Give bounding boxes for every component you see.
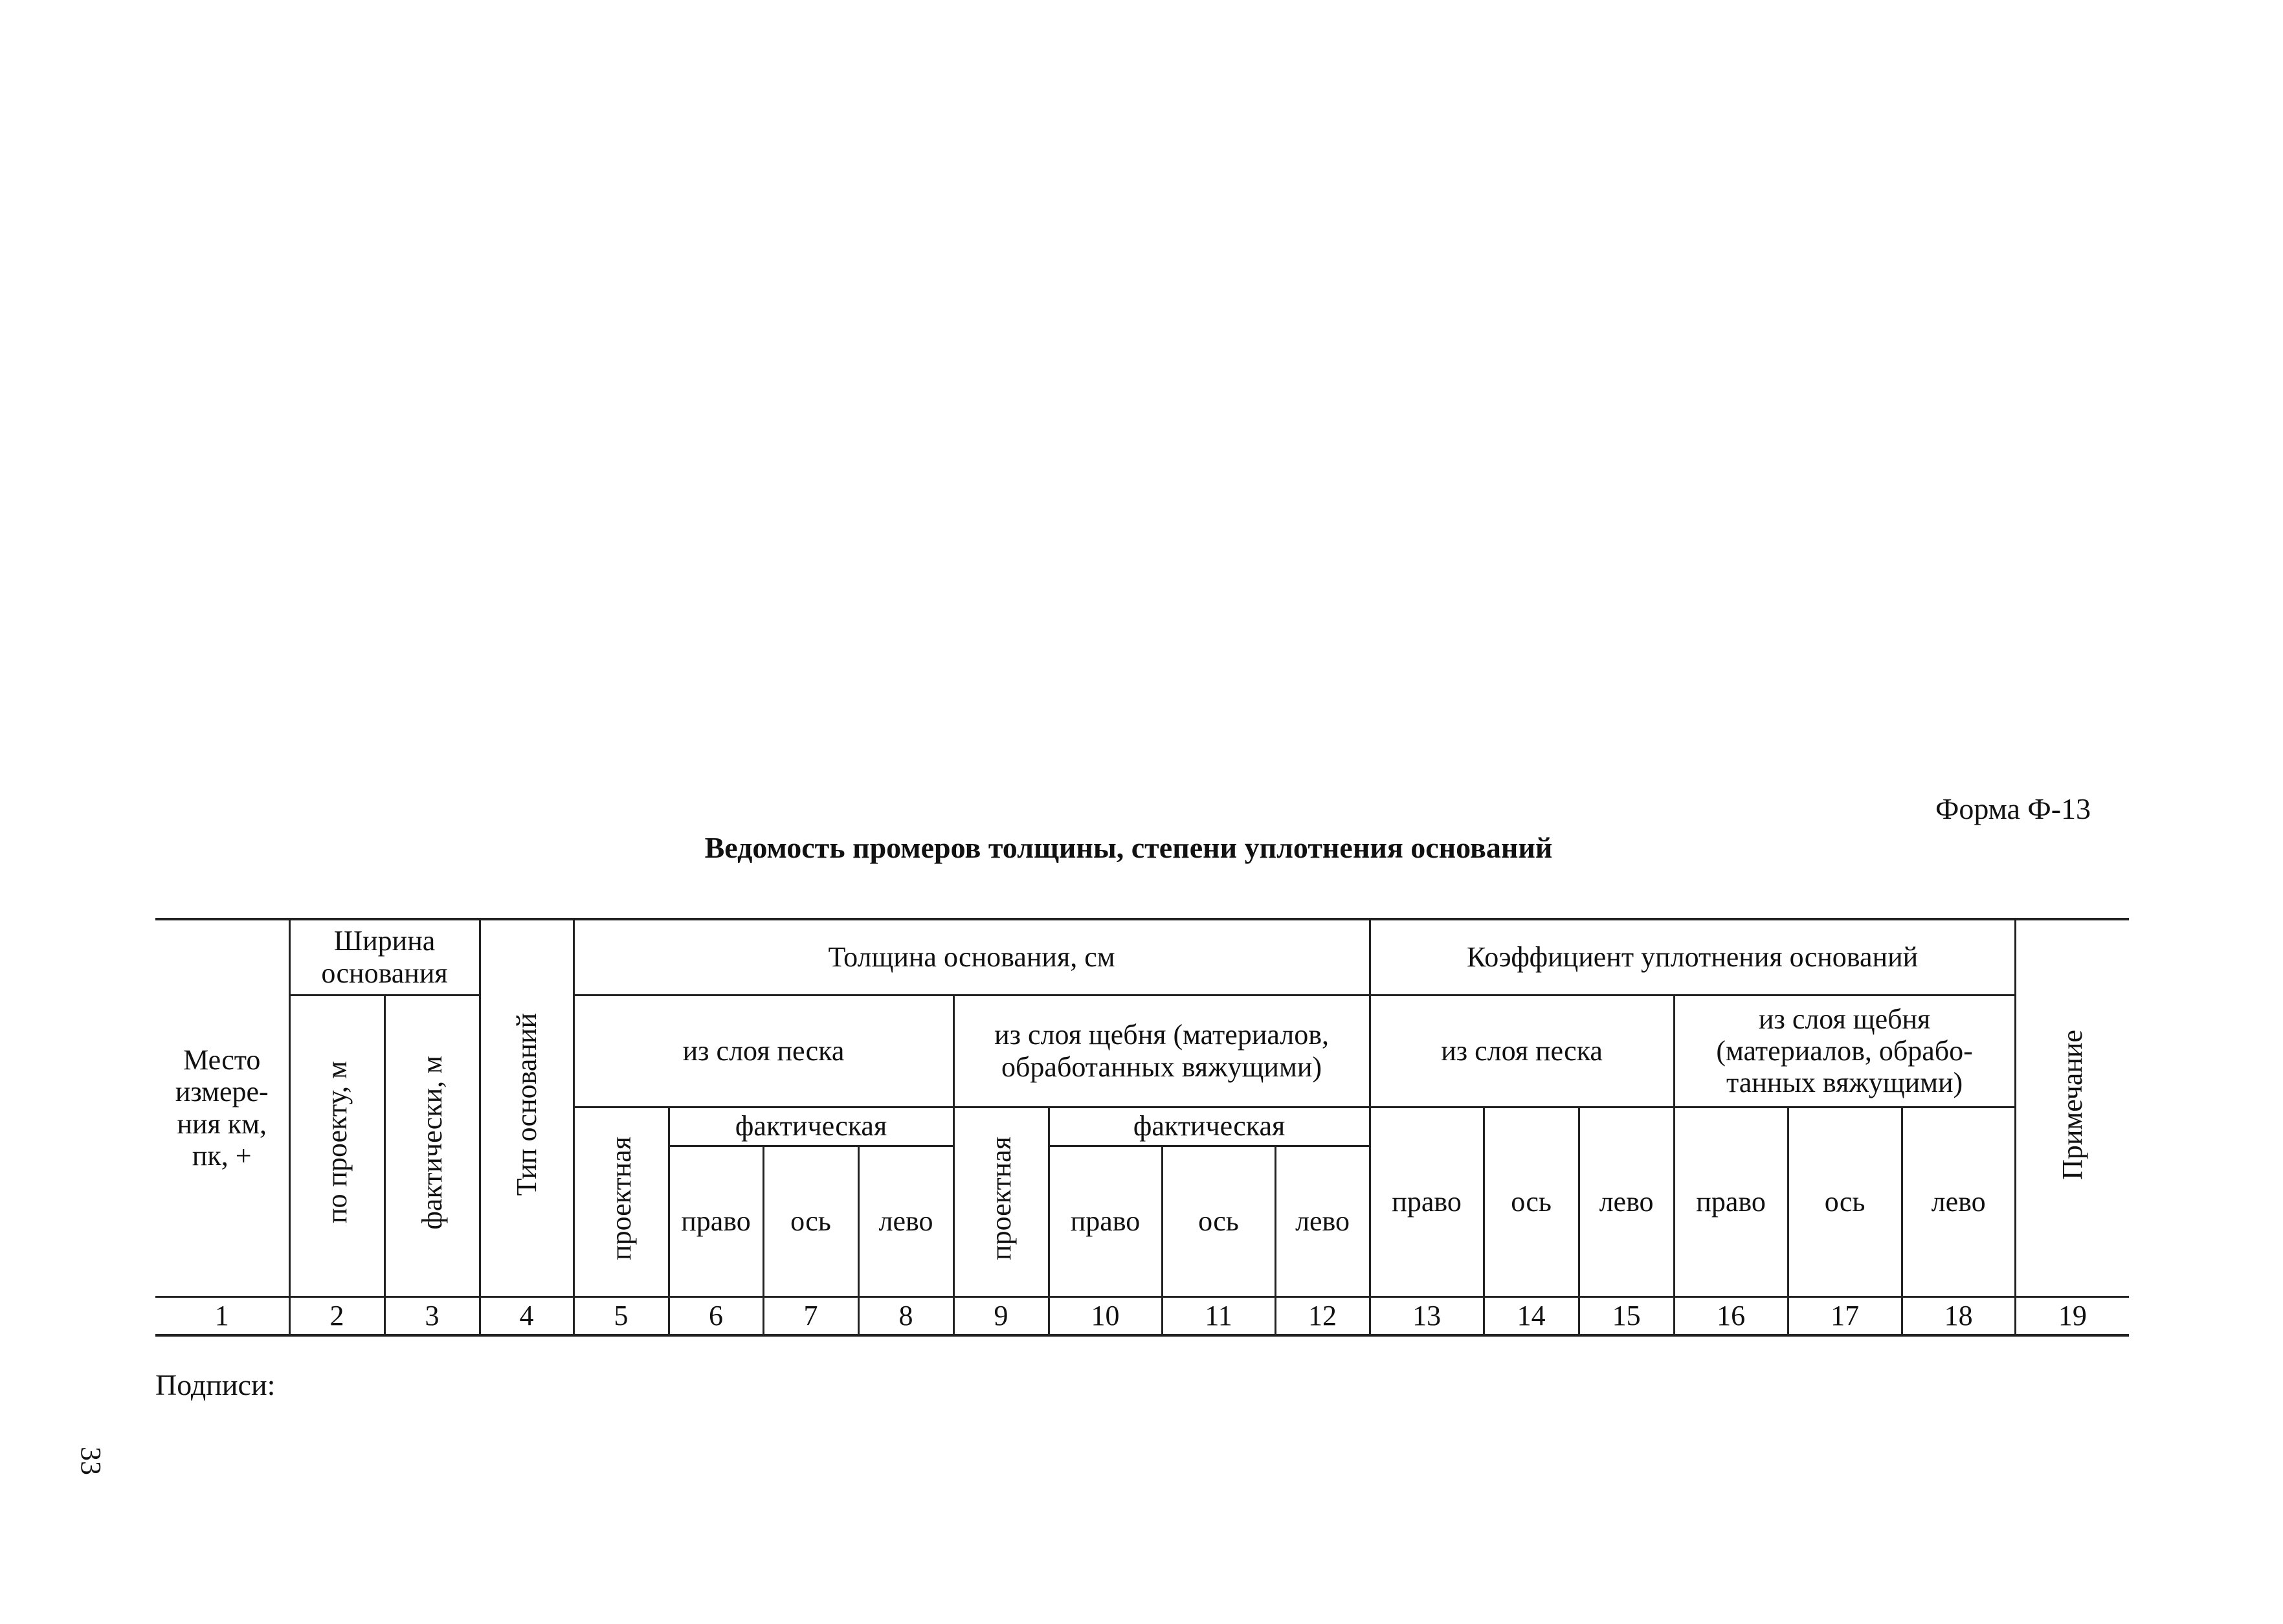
col-base-type: Тип оснований — [480, 919, 574, 1296]
column-number: 3 — [384, 1296, 480, 1335]
column-number: 10 — [1049, 1296, 1162, 1335]
col-width-design: по проекту, м — [289, 995, 384, 1296]
col-width-actual: фактически, м — [384, 995, 480, 1296]
compaction-sand-axis: ось — [1484, 1107, 1579, 1296]
thickness-sand-design: проектная — [574, 1107, 669, 1296]
compaction-sand-layer: из слоя песка — [1370, 995, 1674, 1107]
thickness-crushed-layer: из слоя щебня (материалов, обработанных вяжущими) — [953, 995, 1370, 1107]
compaction-crushed-axis: ось — [1788, 1107, 1902, 1296]
thickness-crushed-axis: ось — [1162, 1146, 1275, 1296]
column-number: 18 — [1902, 1296, 2015, 1335]
compaction-sand-right: право — [1370, 1107, 1484, 1296]
compaction-sand-left: лево — [1579, 1107, 1674, 1296]
group-base-width: Ширина основания — [289, 919, 480, 995]
thickness-crushed-left: лево — [1275, 1146, 1370, 1296]
column-number: 13 — [1370, 1296, 1484, 1335]
column-number: 2 — [289, 1296, 384, 1335]
compaction-crushed-left: лево — [1902, 1107, 2015, 1296]
thickness-sand-right: право — [669, 1146, 763, 1296]
column-number: 15 — [1579, 1296, 1674, 1335]
thickness-sand-actual: фактическая — [669, 1107, 953, 1146]
document-title: Ведомость промеров толщины, степени уплотнения оснований — [704, 831, 1553, 864]
column-number: 1 — [155, 1296, 289, 1335]
page-number: 33 — [75, 1447, 107, 1475]
thickness-crushed-right: право — [1049, 1146, 1162, 1296]
column-number: 19 — [2015, 1296, 2129, 1335]
group-base-thickness: Толщина основания, см — [574, 919, 1370, 995]
form-label: Форма Ф-13 — [1935, 792, 2091, 825]
compaction-crushed-layer: из слоя щебня (материалов, обрабо-танных вяжущими) — [1674, 995, 2015, 1107]
measurement-table — [155, 918, 2129, 1337]
compaction-crushed-right: право — [1674, 1107, 1788, 1296]
thickness-sand-left: лево — [858, 1146, 953, 1296]
signatures-label: Подписи: — [155, 1368, 276, 1401]
column-number: 14 — [1484, 1296, 1579, 1335]
thickness-sand-axis: ось — [763, 1146, 858, 1296]
column-number: 5 — [574, 1296, 669, 1335]
column-number: 17 — [1788, 1296, 1902, 1335]
thickness-crushed-design: проектная — [953, 1107, 1049, 1296]
thickness-sand-layer: из слоя песка — [574, 995, 953, 1107]
group-compaction-coefficient: Коэффициент уплотнения оснований — [1370, 919, 2015, 995]
thickness-crushed-actual: фактическая — [1049, 1107, 1370, 1146]
column-number: 9 — [953, 1296, 1049, 1335]
column-number: 16 — [1674, 1296, 1788, 1335]
column-number: 7 — [763, 1296, 858, 1335]
column-number: 6 — [669, 1296, 763, 1335]
column-number: 8 — [858, 1296, 953, 1335]
col-location: Место измере-ния км, пк, + — [155, 919, 289, 1296]
col-note: Примечание — [2015, 919, 2129, 1296]
column-number: 4 — [480, 1296, 574, 1335]
column-number: 12 — [1275, 1296, 1370, 1335]
column-number: 11 — [1162, 1296, 1275, 1335]
